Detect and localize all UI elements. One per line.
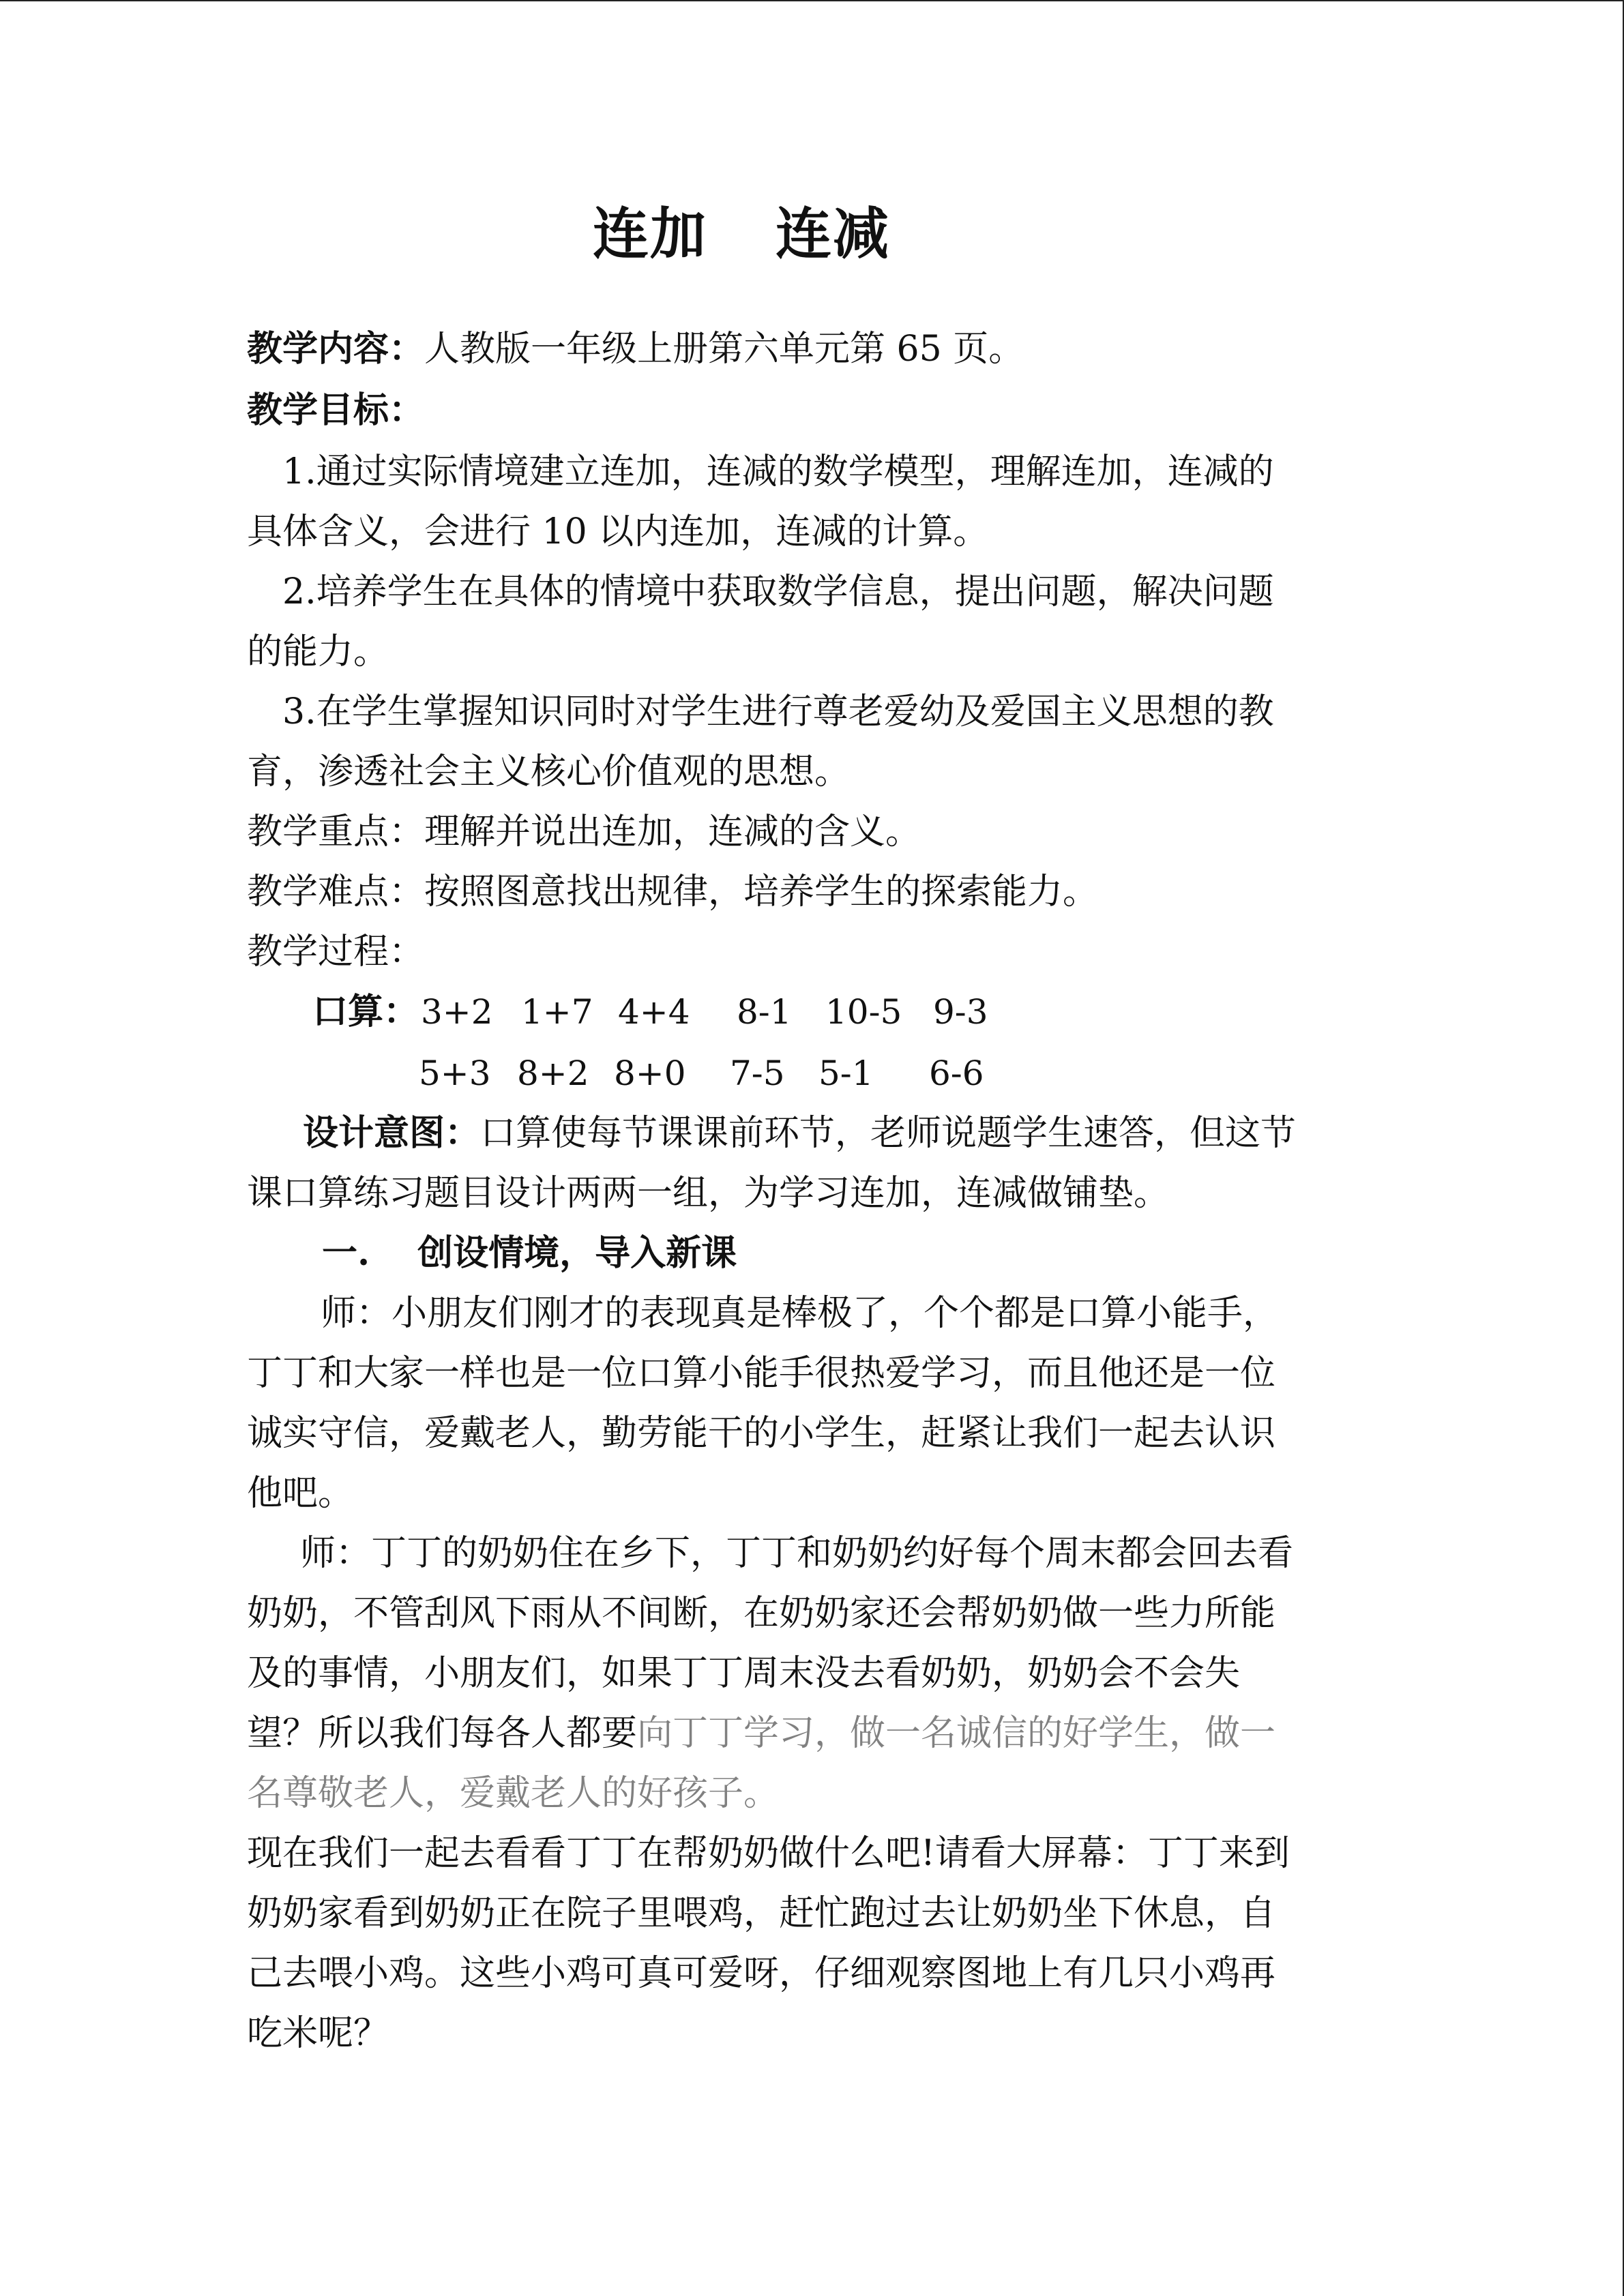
para-1-line-1: 师：小朋友们刚才的表现真是棒极了，个个都是口算小能手， [321, 1293, 1279, 1334]
process-heading: 教学过程： [247, 931, 425, 972]
oral-item: 5-1 [818, 1054, 874, 1093]
teaching-content-text: 人教版一年级上册第六单元第 65 页。 [424, 329, 1024, 370]
para-2-line-4-a: 望？所以我们每各人都要 [247, 1713, 638, 1754]
title-part-1: 连加 [592, 201, 707, 267]
goal-2-line-1: 2.培养学生在具体的情境中获取数学信息，提出问题，解决问题 [282, 571, 1274, 612]
para-3-line-4: 吃米呢？ [247, 2013, 389, 2054]
goal-3-line-2: 育，渗透社会主义核心价值观的思想。 [247, 751, 851, 792]
goal-1-line-2: 具体含义，会进行 10 以内连加，连减的计算。 [247, 511, 989, 552]
para-3-line-1: 现在我们一起去看看丁丁在帮奶奶做什么吧!请看大屏幕：丁丁来到 [247, 1833, 1290, 1874]
design-line-1 [303, 1113, 1296, 1154]
section-1-heading [322, 1233, 737, 1274]
oral-item: 8+0 [614, 1054, 686, 1093]
goal-1-line-1: 1.通过实际情境建立连加，连减的数学模型，理解连加，连减的 [282, 451, 1274, 492]
design-label: 设计意图： [303, 1112, 481, 1154]
para-2-line-3: 及的事情，小朋友们，如果丁丁周末没去看奶奶，奶奶会不会失 [247, 1653, 1241, 1694]
key-point: 教学重点：理解并说出连加，连减的含义。 [247, 811, 921, 852]
teaching-content [247, 329, 1024, 370]
oral-item: 5+3 [419, 1054, 491, 1093]
para-3-line-2: 奶奶家看到奶奶正在院子里喂鸡，赶忙跑过去让奶奶坐下休息，自 [247, 1893, 1276, 1934]
goal-2-line-2: 的能力。 [247, 631, 389, 672]
oral-item: 8+2 [517, 1054, 589, 1093]
title-part-2: 连减 [776, 201, 891, 267]
oral-item: 1+7 [521, 992, 593, 1032]
teaching-content-label: 教学内容： [247, 328, 425, 370]
para-1-line-3: 诚实守信，爱戴老人，勤劳能干的小学生，赶紧让我们一起去认识 [247, 1413, 1276, 1454]
section-1-title: 创设情境，导入新课 [417, 1232, 737, 1274]
oral-item: 8-1 [737, 992, 792, 1032]
design-line-2: 课口算练习题目设计两两一组，为学习连加，连减做铺垫。 [247, 1173, 1170, 1214]
oral-item: 6-6 [929, 1054, 984, 1093]
para-2-line-4 [247, 1713, 1275, 1754]
para-2-line-1: 师：丁丁的奶奶住在乡下，丁丁和奶奶约好每个周末都会回去看 [300, 1533, 1294, 1574]
goal-3-line-1: 3.在学生掌握知识同时对学生进行尊老爱幼及爱国主义思想的教 [282, 691, 1274, 732]
goals-heading: 教学目标： [247, 389, 425, 431]
para-1-line-2: 丁丁和大家一样也是一位口算小能手很热爱学习，而且他还是一位 [247, 1353, 1276, 1394]
para-3-line-3: 己去喂小鸡。这些小鸡可真可爱呀，仔细观察图地上有几只小鸡再 [247, 1953, 1276, 1994]
oral-item: 3+2 [421, 992, 493, 1032]
oral-item: 7-5 [730, 1054, 785, 1093]
para-2-line-2: 奶奶，不管刮风下雨从不间断，在奶奶家还会帮奶奶做一些力所能 [247, 1593, 1276, 1634]
oral-item: 10-5 [825, 992, 902, 1032]
oral-label: 口算： [312, 991, 419, 1032]
para-2-line-4-b: 向丁丁学习，做一名诚信的好学生，做一 [637, 1713, 1276, 1754]
section-1-number: 一. [322, 1232, 370, 1274]
para-1-line-4: 他吧。 [247, 1473, 354, 1514]
oral-item: 4+4 [618, 992, 690, 1032]
design-text: 口算使每节课课前环节，老师说题学生速答，但这节 [480, 1113, 1297, 1154]
page-title [0, 190, 1483, 269]
oral-item: 9-3 [933, 992, 988, 1032]
para-2-line-5: 名尊敬老人，爱戴老人的好孩子。 [247, 1773, 780, 1814]
difficulty: 教学难点：按照图意找出规律，培养学生的探索能力。 [247, 871, 1099, 912]
